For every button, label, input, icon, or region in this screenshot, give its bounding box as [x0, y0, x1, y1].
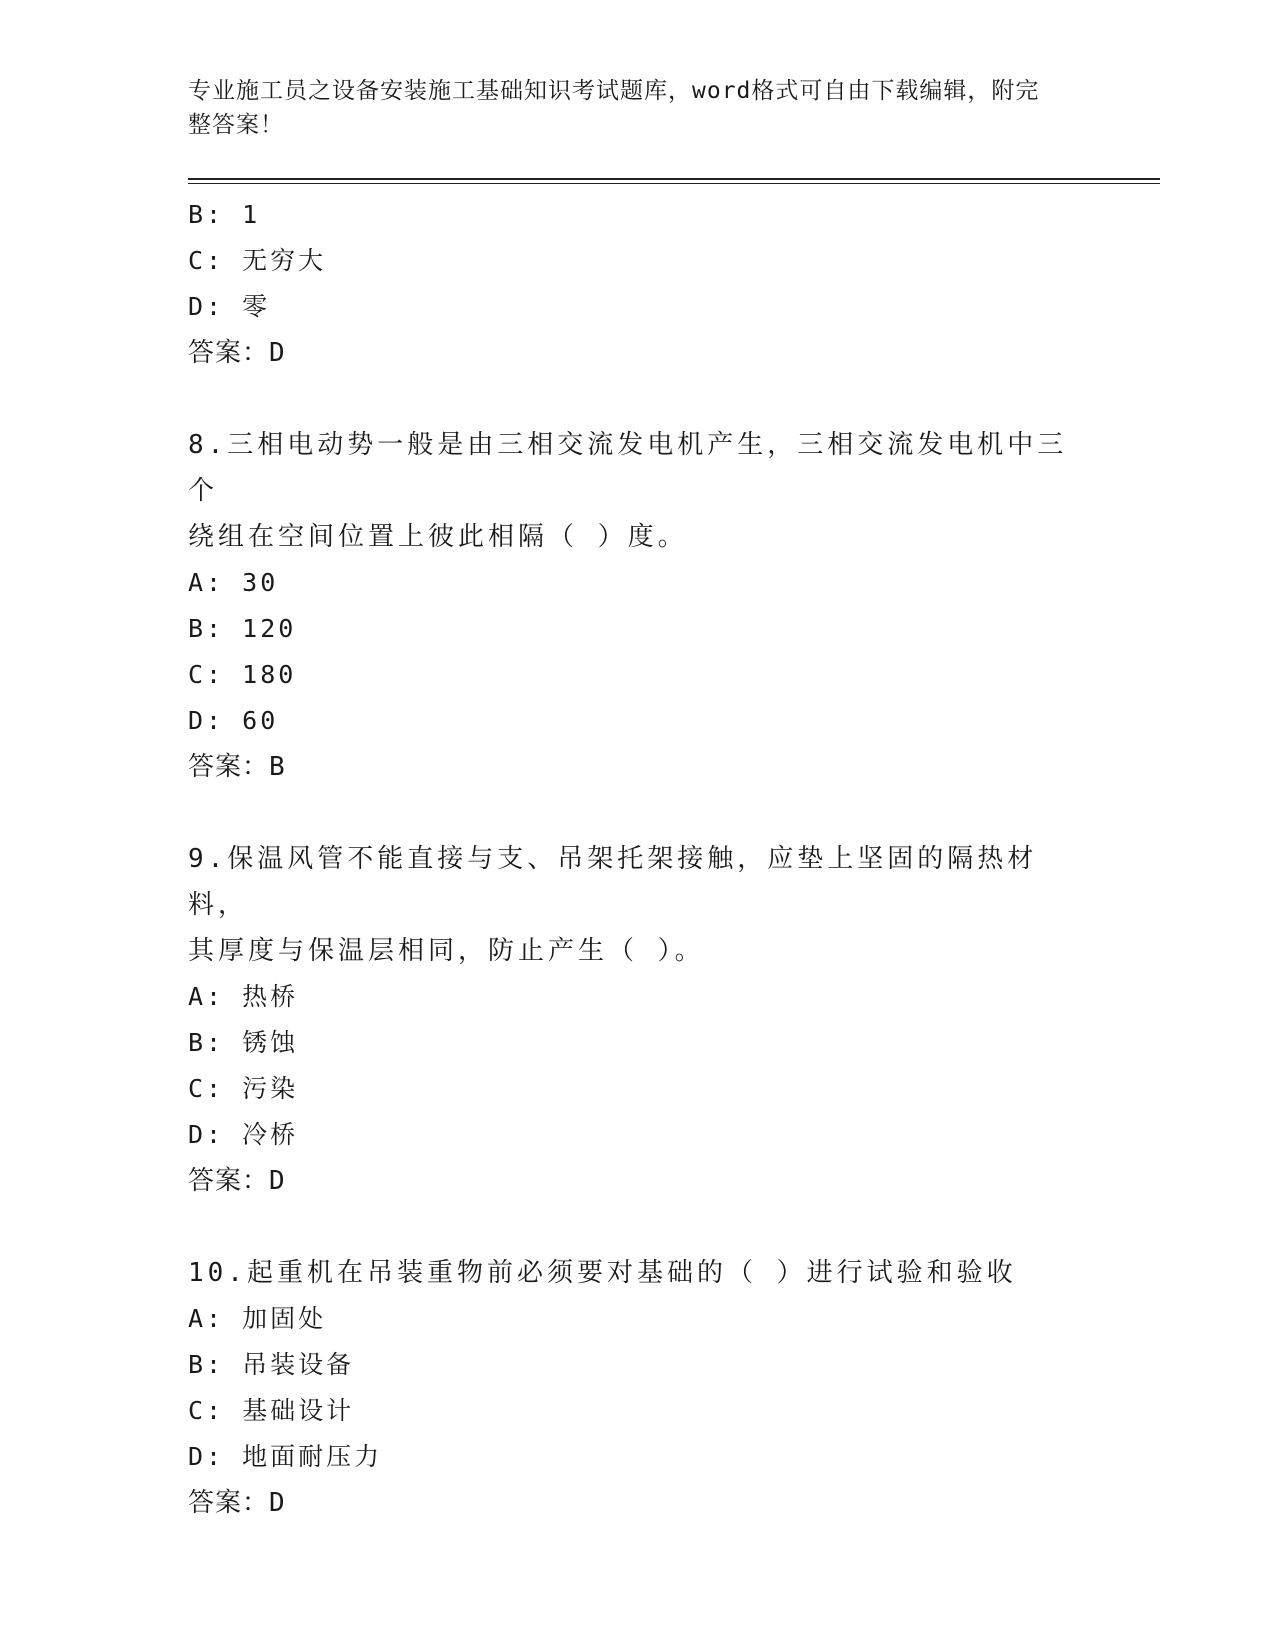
option-d: D: 冷桥 [188, 1120, 299, 1149]
option-b: B: 120 [188, 614, 297, 643]
option-c: C: 基础设计 [188, 1396, 355, 1425]
header-divider-thick [188, 178, 1160, 180]
option-d: D: 零 [188, 292, 271, 321]
spacer [188, 1204, 1088, 1250]
question-text-line-2: 其厚度与保温层相同，防止产生（ ）。 [188, 936, 705, 966]
question-7-tail [188, 192, 1088, 376]
question-text-line-2: 绕组在空间位置上彼此相隔（ ）度。 [188, 522, 688, 552]
header-divider-thin [188, 183, 1160, 184]
option-a: A: 加固处 [188, 1304, 327, 1333]
question-10 [188, 1250, 1088, 1526]
header-line-1: 专业施工员之设备安装施工基础知识考试题库，word格式可自由下载编辑，附完 [188, 78, 1040, 104]
question-text-line-1: 9.保温风管不能直接与支、吊架托架接触，应垫上坚固的隔热材料， [188, 844, 1038, 920]
spacer [188, 790, 1088, 836]
spacer [188, 376, 1088, 422]
option-c: C: 无穷大 [188, 246, 327, 275]
option-d: D: 地面耐压力 [188, 1442, 383, 1471]
answer: 答案：D [188, 1488, 286, 1518]
option-c: C: 污染 [188, 1074, 299, 1103]
answer: 答案：D [188, 1166, 286, 1196]
option-b: B: 1 [188, 200, 261, 229]
answer: 答案：D [188, 338, 286, 368]
document-header [188, 74, 1068, 142]
answer: 答案：B [188, 752, 286, 782]
option-a: A: 30 [188, 568, 279, 597]
option-a: A: 热桥 [188, 982, 299, 1011]
header-line-2: 整答案！ [188, 112, 284, 138]
question-list [188, 192, 1088, 1526]
question-text-line-1: 10.起重机在吊装重物前必须要对基础的（ ）进行试验和验收 [188, 1258, 1017, 1288]
question-text-line-1: 8.三相电动势一般是由三相交流发电机产生，三相交流发电机中三个 [188, 430, 1068, 506]
question-8 [188, 422, 1088, 790]
option-c: C: 180 [188, 660, 297, 689]
question-9 [188, 836, 1088, 1204]
option-d: D: 60 [188, 706, 279, 735]
option-b: B: 吊装设备 [188, 1350, 355, 1379]
option-b: B: 锈蚀 [188, 1028, 299, 1057]
